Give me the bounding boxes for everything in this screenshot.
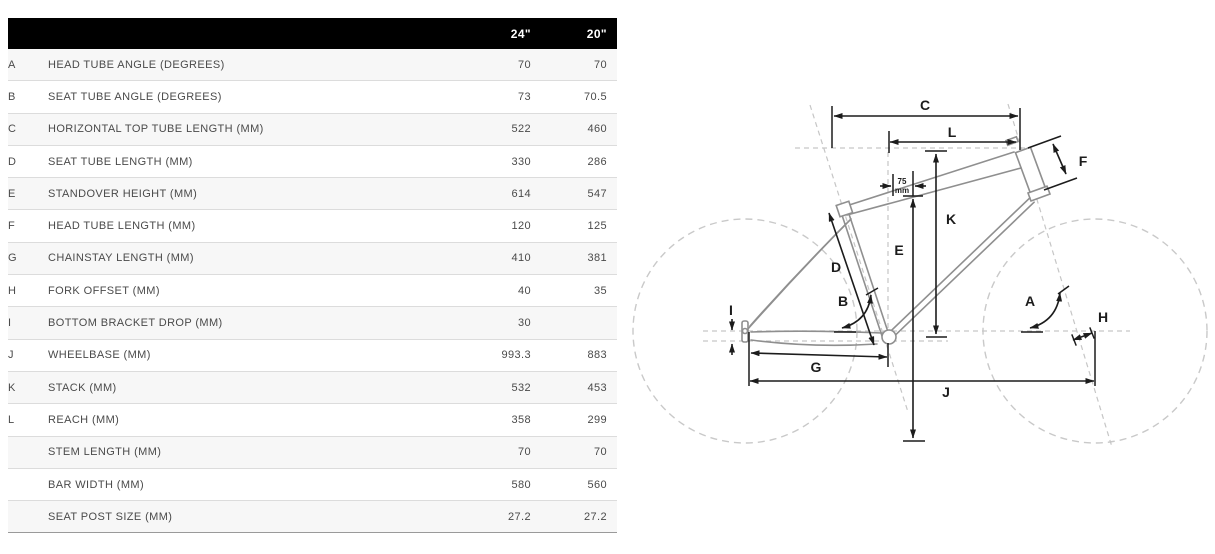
dim-h-arrow	[1073, 333, 1092, 340]
dim-f-bottom-extension	[1044, 178, 1077, 190]
spec-letter: J	[8, 339, 48, 371]
table-row	[8, 339, 617, 371]
spec-label: SEAT POST SIZE (MM)	[48, 501, 441, 533]
spec-value-20: 27.2	[531, 501, 617, 533]
spec-value-24: 522	[441, 113, 531, 145]
spec-value-24: 73	[441, 81, 531, 113]
spec-value-24: 330	[441, 145, 531, 177]
spec-value-24: 70	[441, 49, 531, 81]
spec-label: REACH (MM)	[48, 404, 441, 436]
spec-letter	[8, 501, 48, 533]
top-tube-upper	[843, 152, 1014, 207]
table-row	[8, 275, 617, 307]
spec-value-24: 580	[441, 468, 531, 500]
spec-label: SEAT TUBE LENGTH (MM)	[48, 145, 441, 177]
spec-value-24: 120	[441, 210, 531, 242]
table-row	[8, 178, 617, 210]
spec-value-20: 560	[531, 468, 617, 500]
spec-value-20: 453	[531, 371, 617, 403]
spec-letter: D	[8, 145, 48, 177]
dim-f-top-extension	[1028, 136, 1061, 148]
spec-value-20	[531, 307, 617, 339]
rear-axle	[743, 329, 748, 334]
spec-label: CHAINSTAY LENGTH (MM)	[48, 242, 441, 274]
spec-label: HORIZONTAL TOP TUBE LENGTH (MM)	[48, 113, 441, 145]
spec-letter: G	[8, 242, 48, 274]
head-tube	[1016, 147, 1046, 192]
table-row	[8, 371, 617, 403]
spec-label: BOTTOM BRACKET DROP (MM)	[48, 307, 441, 339]
spec-value-24: 410	[441, 242, 531, 274]
headset-spacer	[1006, 137, 1018, 146]
seat-tube-axis-line	[810, 105, 908, 412]
header-spacer	[8, 18, 441, 49]
spec-value-20: 35	[531, 275, 617, 307]
table-row	[8, 145, 617, 177]
spec-label: HEAD TUBE ANGLE (DEGREES)	[48, 49, 441, 81]
diagram-label-a: A	[1024, 293, 1036, 309]
spec-letter: A	[8, 49, 48, 81]
spec-table-header	[8, 18, 617, 49]
table-row	[8, 307, 617, 339]
spec-table-body	[8, 49, 617, 533]
spec-value-24: 614	[441, 178, 531, 210]
header-col-20: 20"	[531, 18, 617, 49]
geometry-diagram-panel	[615, 0, 1215, 549]
diagram-label-b: B	[837, 293, 849, 309]
spec-letter	[8, 468, 48, 500]
spec-letter: B	[8, 81, 48, 113]
spec-value-20: 70.5	[531, 81, 617, 113]
spec-letter: H	[8, 275, 48, 307]
spec-value-20: 70	[531, 436, 617, 468]
spec-value-20: 460	[531, 113, 617, 145]
table-row	[8, 501, 617, 533]
table-row	[8, 210, 617, 242]
table-row	[8, 242, 617, 274]
spec-label: STEM LENGTH (MM)	[48, 436, 441, 468]
dim-f-arrow	[1053, 144, 1066, 174]
spec-value-24: 358	[441, 404, 531, 436]
diagram-label-i: I	[729, 302, 733, 318]
spec-value-24: 70	[441, 436, 531, 468]
seatstay-lower	[747, 224, 849, 330]
dim-g-arrow	[751, 353, 887, 357]
spec-label: WHEELBASE (MM)	[48, 339, 441, 371]
spec-value-24: 532	[441, 371, 531, 403]
spec-value-20: 381	[531, 242, 617, 274]
table-row	[8, 468, 617, 500]
spec-letter: F	[8, 210, 48, 242]
spec-value-20: 547	[531, 178, 617, 210]
spec-label: STANDOVER HEIGHT (MM)	[48, 178, 441, 210]
header-col-24: 24"	[441, 18, 531, 49]
table-row	[8, 81, 617, 113]
diagram-label-g: G	[810, 359, 822, 375]
spec-value-20: 70	[531, 49, 617, 81]
geometry-diagram	[615, 0, 1215, 549]
spec-value-20: 883	[531, 339, 617, 371]
table-row	[8, 49, 617, 81]
spec-value-24: 40	[441, 275, 531, 307]
diagram-label-f: F	[1078, 153, 1088, 169]
spec-letter: K	[8, 371, 48, 403]
spec-label: FORK OFFSET (MM)	[48, 275, 441, 307]
construction-lines	[703, 104, 1130, 447]
bottom-bracket	[882, 330, 896, 344]
down-tube-upper	[887, 198, 1030, 335]
diagram-label-d: D	[830, 259, 842, 275]
table-row	[8, 404, 617, 436]
spec-value-24: 27.2	[441, 501, 531, 533]
spec-letter: L	[8, 404, 48, 436]
diagram-label-k: K	[945, 211, 957, 227]
diagram-label-j: J	[942, 384, 950, 400]
diagram-label-h: H	[1097, 309, 1109, 325]
diagram-label-l: L	[947, 124, 957, 140]
dimension-ticks	[749, 106, 1095, 441]
spec-letter: C	[8, 113, 48, 145]
spec-value-20: 125	[531, 210, 617, 242]
diagram-label-c: C	[919, 97, 931, 113]
geometry-spec-table	[8, 18, 617, 533]
table-row	[8, 113, 617, 145]
spec-letter: I	[8, 307, 48, 339]
header-row	[8, 18, 617, 49]
top-tube-lower	[847, 168, 1021, 215]
offset-note-unit: mm	[894, 186, 910, 195]
spec-letter: E	[8, 178, 48, 210]
spec-value-24: 993.3	[441, 339, 531, 371]
spec-label: SEAT TUBE ANGLE (DEGREES)	[48, 81, 441, 113]
spec-label: BAR WIDTH (MM)	[48, 468, 441, 500]
spec-value-24: 30	[441, 307, 531, 339]
spec-label: HEAD TUBE LENGTH (MM)	[48, 210, 441, 242]
diagram-label-e: E	[894, 242, 904, 258]
offset-note-value: 75	[897, 177, 907, 186]
spec-value-20: 299	[531, 404, 617, 436]
chainstay-upper	[751, 331, 882, 333]
dimension-arrows	[732, 116, 1094, 438]
table-row	[8, 436, 617, 468]
spec-label: STACK (MM)	[48, 371, 441, 403]
spec-letter	[8, 436, 48, 468]
spec-value-20: 286	[531, 145, 617, 177]
seat-tube-right	[845, 203, 890, 339]
